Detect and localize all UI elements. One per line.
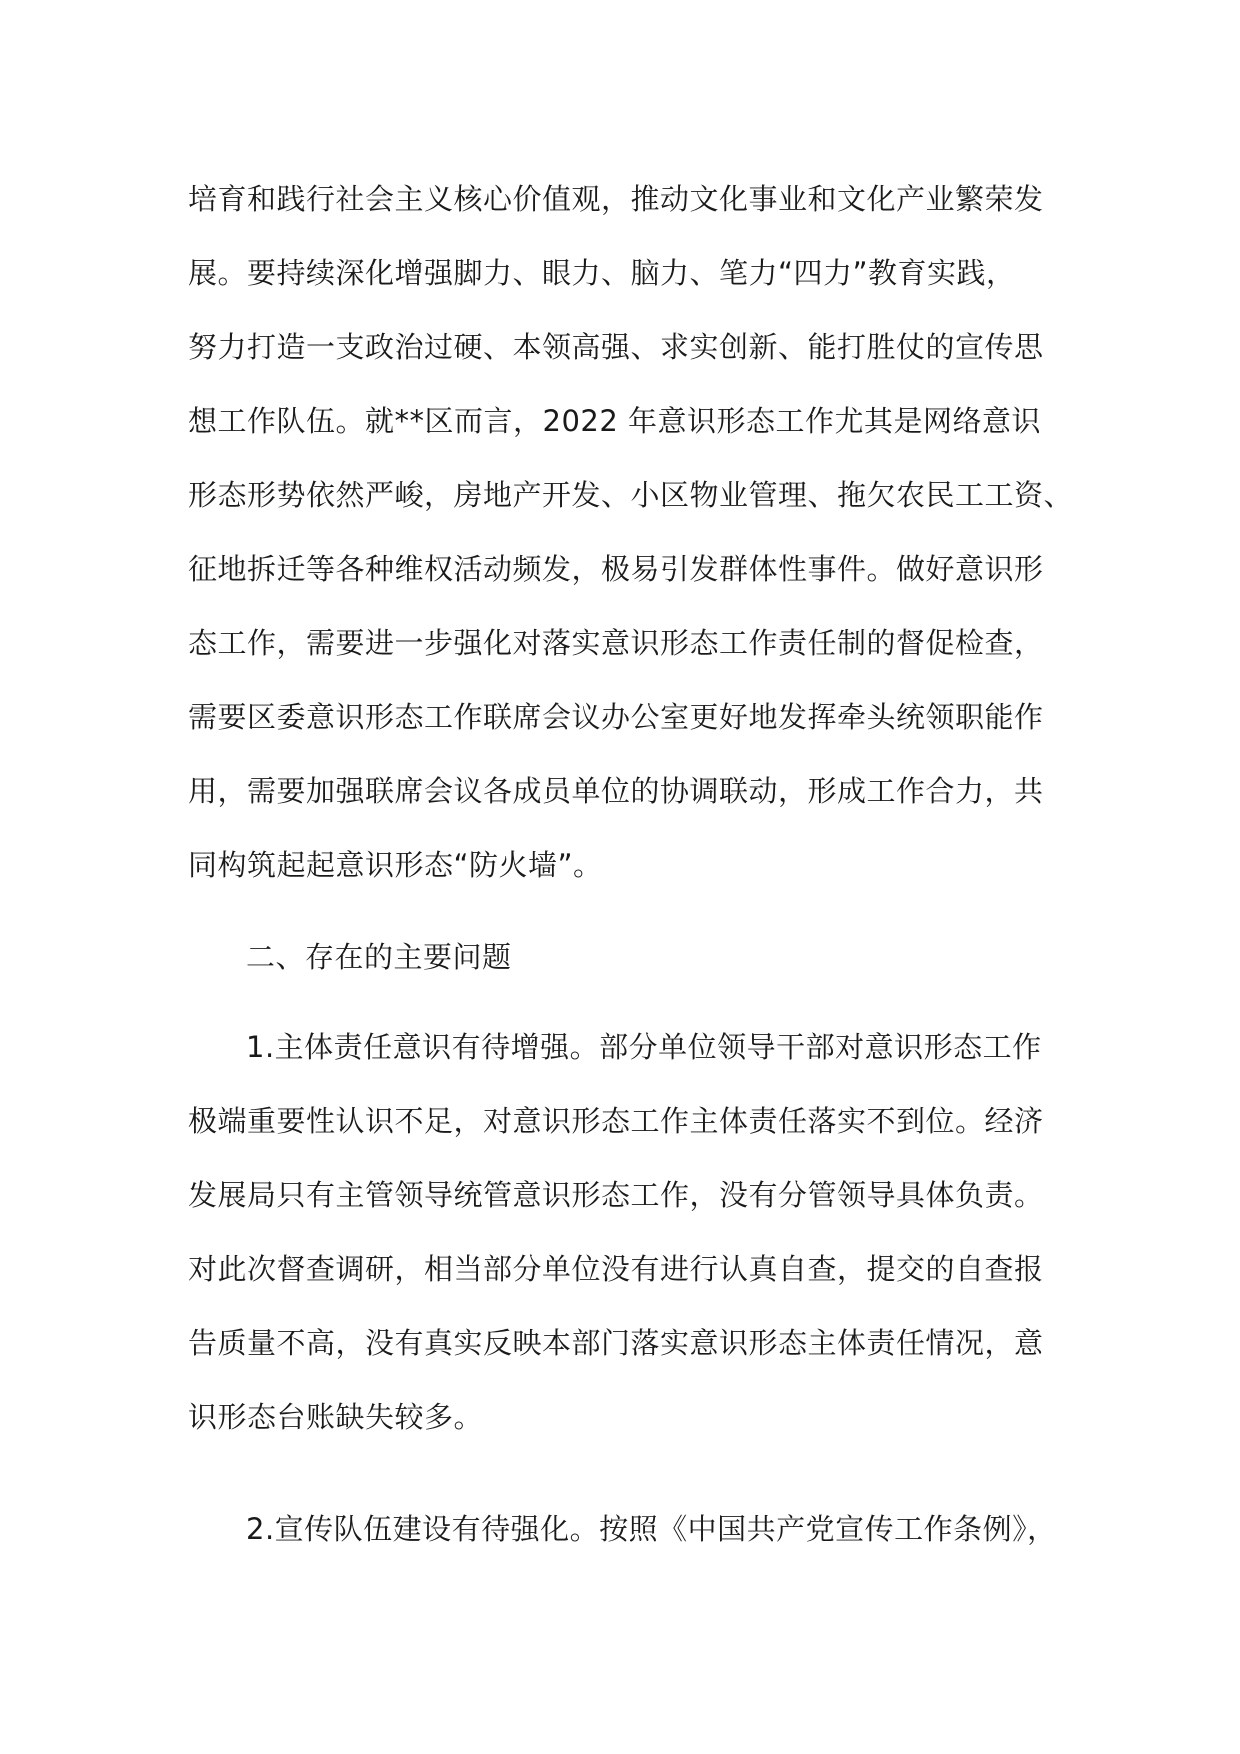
section-heading: 二、存在的主要问题: [246, 940, 512, 974]
text-line: 极端重要性认识不足，对意识形态工作主体责任落实不到位。经济: [188, 1104, 1044, 1138]
text-line: 识形态台账缺失较多。: [188, 1400, 484, 1434]
text-line: 需要区委意识形态工作联席会议办公室更好地发挥牵头统领职能作: [188, 700, 1044, 734]
text-line: 对此次督查调研，相当部分单位没有进行认真自查，提交的自查报: [188, 1252, 1044, 1286]
paragraph-continued: [188, 162, 1074, 902]
text-line: 形态形势依然严峻，房地产开发、小区物业管理、拖欠农民工工资、: [188, 478, 1074, 512]
text-line: 态工作，需要进一步强化对落实意识形态工作责任制的督促检查，: [188, 626, 1044, 660]
section-heading-block: [188, 920, 1068, 994]
text-line: 1.主体责任意识有待增强。部分单位领导干部对意识形态工作: [246, 1030, 1042, 1064]
text-line: 努力打造一支政治过硬、本领高强、求实创新、能打胜仗的宣传思: [188, 330, 1044, 364]
text-line: 想工作队伍。就**区而言，2022 年意识形态工作尤其是网络意识: [188, 404, 1042, 438]
text-line: 培育和践行社会主义核心价值观，推动文化事业和文化产业繁荣发: [188, 182, 1044, 216]
paragraph-item-1: [188, 1010, 1068, 1454]
text-line: 告质量不高，没有真实反映本部门落实意识形态主体责任情况，意: [188, 1326, 1044, 1360]
paragraph-item-2: [188, 1492, 1068, 1566]
text-line: 征地拆迁等各种维权活动频发，极易引发群体性事件。做好意识形: [188, 552, 1044, 586]
text-line: 2.宣传队伍建设有待强化。按照《中国共产党宣传工作条例》，: [246, 1512, 1057, 1546]
text-line: 发展局只有主管领导统管意识形态工作，没有分管领导具体负责。: [188, 1178, 1044, 1212]
text-line: 展。要持续深化增强脚力、眼力、脑力、笔力“四力”教育实践，: [188, 256, 1016, 290]
text-line: 用，需要加强联席会议各成员单位的协调联动，形成工作合力，共: [188, 774, 1044, 808]
text-line: 同构筑起起意识形态“防火墙”。: [188, 848, 603, 882]
